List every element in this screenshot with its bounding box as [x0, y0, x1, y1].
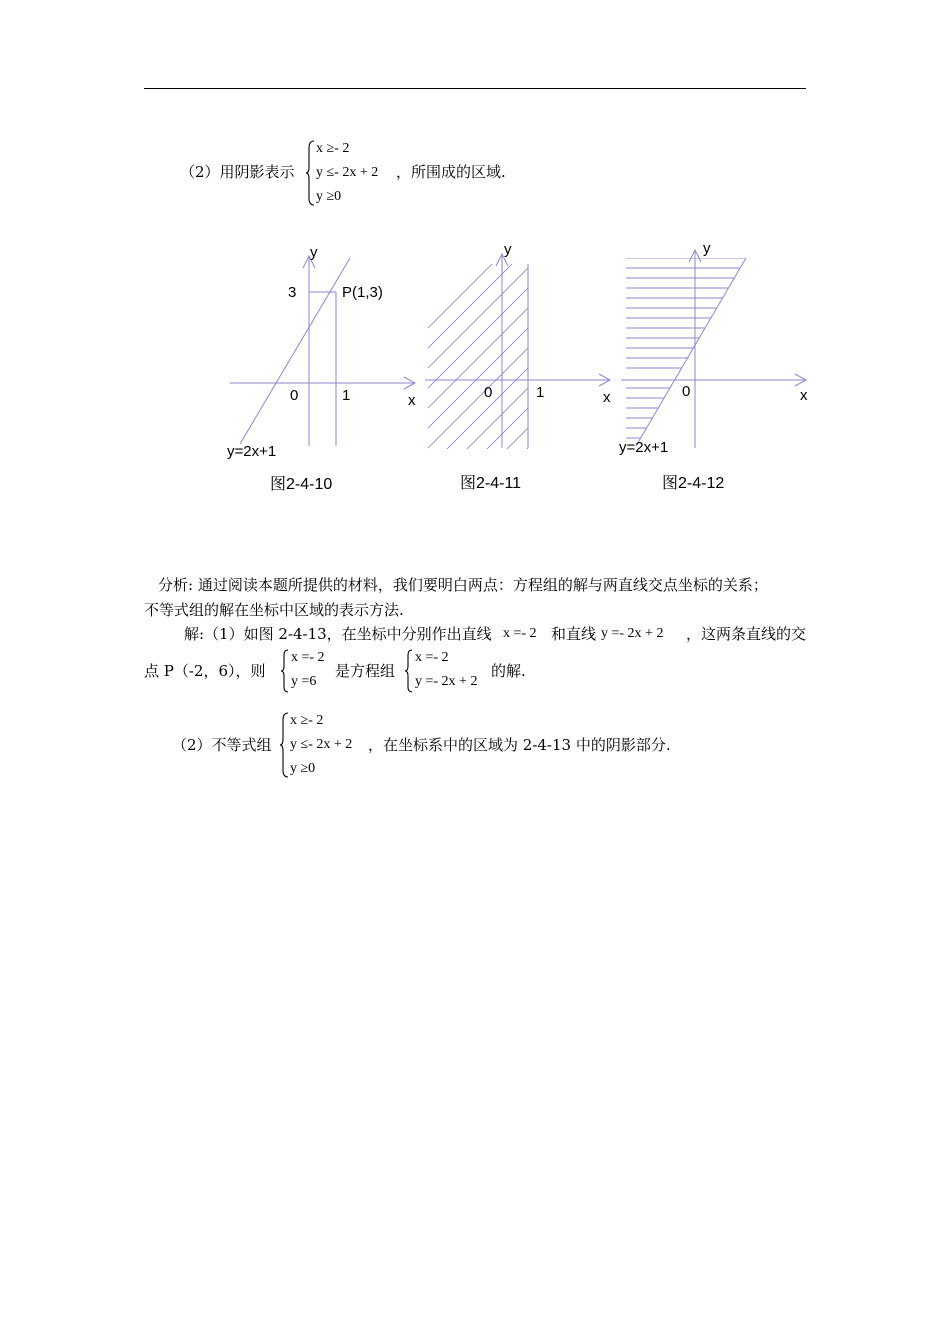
solution-part1-b: 和直线 [551, 625, 597, 643]
solution-eq1: x =- 2 [503, 626, 537, 641]
figure-2-4-12 [616, 236, 816, 496]
solution-part2-suffix: ，在坐标系中的区域为 2-4-13 中的阴影部分. [368, 736, 671, 754]
problem2-suffix: ，所围成的区域. [396, 163, 506, 181]
solution-eq-row2: y =- 2x + 2 [415, 674, 478, 689]
fig11-y-label: y [504, 241, 512, 258]
solution-eq2: y =- 2x + 2 [601, 626, 664, 641]
fig10-origin: 0 [290, 387, 299, 404]
fig10-caption: 图2-4-10 [270, 476, 333, 493]
header-rule [144, 88, 806, 89]
analysis-line2: 不等式组的解在坐标中区域的表示方法. [144, 601, 404, 619]
solution-eq-row1: x =- 2 [415, 650, 449, 665]
fig12-origin: 0 [682, 383, 691, 400]
solution-part1-e: 是方程组 [335, 662, 396, 680]
fig10-tick-3: 3 [288, 284, 297, 301]
solution-part1-d: 点 P（-2，6），则 [144, 662, 266, 680]
figure-2-4-12-plot [616, 236, 816, 496]
problem2-row3: y ≥0 [316, 189, 342, 204]
fig11-tick-1: 1 [536, 384, 545, 401]
solution-part2-row1: x ≥- 2 [290, 713, 324, 728]
left-brace-icon [306, 140, 316, 206]
figure-2-4-11 [420, 236, 620, 496]
fig12-x-label: x [800, 387, 808, 404]
solution-part1-f: 的解. [491, 662, 526, 680]
figure-2-4-11-plot [420, 236, 620, 496]
solution-part2-row2: y ≤- 2x + 2 [290, 737, 353, 752]
solution-brace-icon [281, 649, 290, 693]
analysis-line1: 分析: 通过阅读本题所提供的材料，我们要明白两点：方程组的解与两直线交点坐标的关系； [158, 576, 768, 594]
fig11-origin: 0 [484, 384, 493, 401]
solution-part2-prefix: （2）不等式组 [172, 736, 272, 754]
fig10-x-label: x [408, 392, 416, 409]
fig11-x-label: x [603, 389, 611, 406]
problem2-prefix: （2）用阴影表示 [180, 163, 295, 181]
fig10-point-label: P(1,3) [342, 284, 383, 301]
problem2-row2: y ≤- 2x + 2 [316, 165, 379, 180]
fig10-y-label: y [310, 244, 318, 261]
solution-part1-c: ，这两条直线的交 [686, 625, 807, 643]
fig11-caption: 图2-4-11 [460, 475, 522, 492]
fig12-caption: 图2-4-12 [662, 475, 725, 492]
solution-part2-row3: y ≥0 [290, 761, 316, 776]
fig10-line-label: y=2x+1 [227, 443, 277, 460]
fig10-tick-1: 1 [342, 387, 351, 404]
solution-part1-a: 解:（1）如图 2-4-13，在坐标中分别作出直线 [184, 625, 492, 643]
fig12-y-label: y [703, 240, 711, 257]
solution-sol-row2: y =6 [291, 674, 317, 689]
problem2-row1: x ≥- 2 [316, 141, 350, 156]
solution-sol-row1: x =- 2 [291, 650, 325, 665]
figure-2-4-10 [220, 236, 420, 496]
system-brace-icon [405, 649, 414, 693]
fig12-line-label: y=2x+1 [619, 439, 669, 456]
part2-brace-icon [280, 712, 290, 778]
